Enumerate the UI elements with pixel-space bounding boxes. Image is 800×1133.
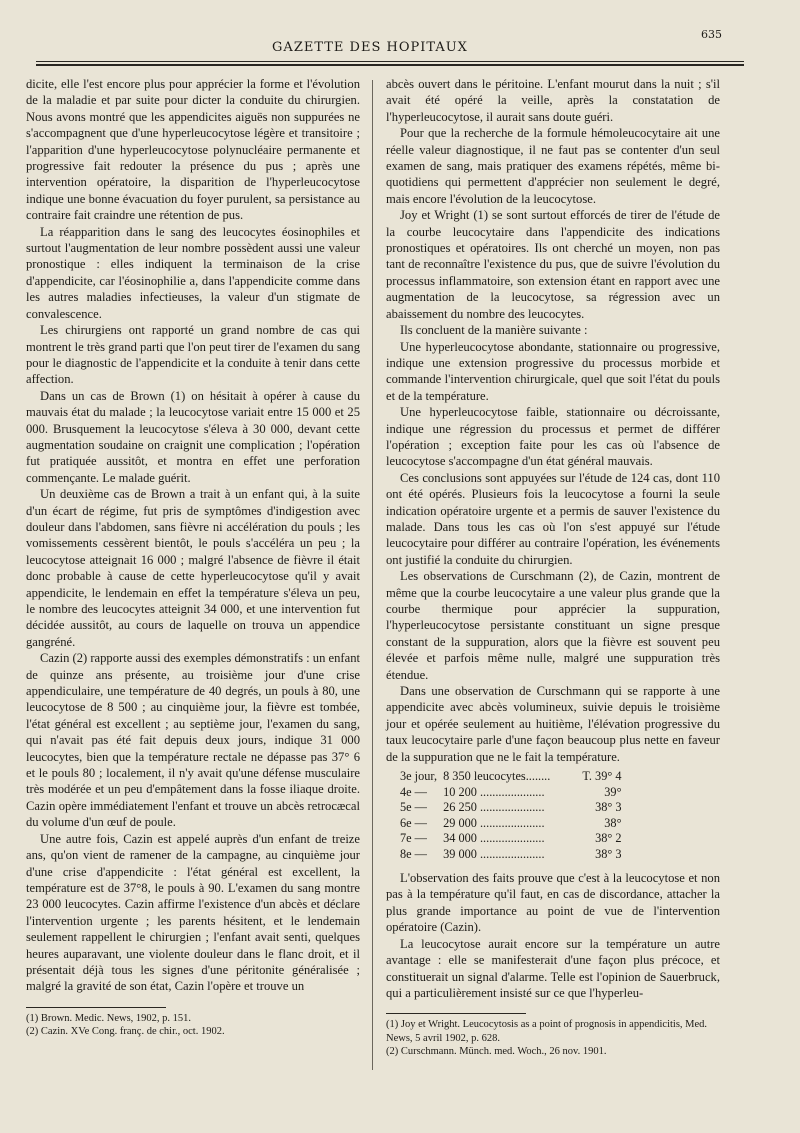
table-cell-temp: 38° 3 (595, 846, 622, 861)
footnote: (1) Brown. Medic. News, 1902, p. 151. (26, 1012, 192, 1024)
table-row (400, 769, 628, 785)
paragraph: Une autre fois, Cazin est appelé auprès d'un enfant de treize ans, qu'on vient de ramener de la campagne, au cinquième jour d'une crise d'appendicite : l'état général est excellent, la température est de 37°8, le pouls à 90. L'examen du sang montre 23 000 leucocytes. Cazin affirme l'existence d'un abcès et déclare l'intervention urgente ; les parents hésitent, et le lendemain seulement rappellent le chirurgien ; l'enfant avait senti, quelques heures auparavant, une violente douleur dans le flanc droit, et il présentait déjà tous les signes d'une péritonite généralisée ; malgré la gravité de son état, Cazin l'opère et trouve un (26, 831, 360, 994)
table-cell-day: 6e — (400, 815, 427, 830)
paragraph: Pour que la recherche de la formule hémoleucocytaire ait une réelle valeur diagnostique, il ne faut pas se contenter d'un seul examen de sang, mais pratiquer des examens répétés, même bi-quotidiens qui permettent d'apprécier non seulement le degré, mais encore l'évolution de la leucocytose. (386, 126, 720, 206)
table-cell-day: 5e — (400, 800, 427, 815)
table-row (400, 831, 628, 847)
table-row (400, 785, 628, 801)
right-column (386, 76, 720, 1059)
header-rule-thin (36, 61, 744, 62)
table-cell-day: 4e — (400, 784, 427, 799)
paragraph: Les observations de Curschmann (2), de Cazin, montrent de même que la courbe leucocytaire a une valeur plus grande que la courbe thermique pour apprécier la suppuration, l'hyperleucocytose persistante constituant un signe presque constant de la suppuration, alors que la fièvre est souvent peu élevée et parfois même nulle, malgré une suppuration très étendue. (386, 569, 720, 682)
footnote: (2) Curschmann. Münch. med. Woch., 26 nov. 1901. (386, 1046, 607, 1058)
table-cell-count: 34 000 ..................... (443, 831, 545, 846)
table-cell-day: 7e — (400, 831, 427, 846)
table-cell-day: 3e jour, (400, 769, 438, 784)
paragraph: Joy et Wright (1) se sont surtout efforcés de tirer de l'étude de la courbe leucocytaire dans l'appendicite des indications pronostiques et opératoires. Ils ont cherché un moyen, non pas tant de reconnaître l'existence du pus, que de suivre l'évolution du processus inflammatoire, son extension étant en rapport avec une augmentation de la leucocytose, sa régression avec un abaissement du nombre des leucocytes. (386, 208, 720, 321)
table-cell-temp: 39° (604, 784, 622, 799)
table-cell-count: 29 000 ..................... (443, 815, 545, 830)
table-cell-temp: T. 39° 4 (582, 769, 622, 784)
masthead-title: GAZETTE DES HOPITAUX (272, 40, 468, 55)
footnote: (2) Cazin. XVe Cong. franç. de chir., oct. 1902. (26, 1026, 225, 1038)
footnotes-right (386, 1018, 720, 1059)
paragraph: La réapparition dans le sang des leucocytes éosinophiles et surtout l'augmentation de leur nombre possèdent aussi une valeur pronostique : elles indiquent la terminaison de la crise d'appendicite, car l'éosinophilie a, dans l'appendicite comme dans les autres maladies infectieuses, la valeur d'un stigmate de convalescence. (26, 224, 360, 321)
page-number: 635 (701, 28, 722, 41)
paragraph: Un deuxième cas de Brown a trait à un enfant qui, à la suite d'un écart de régime, fut pris de symptômes d'indigestion avec douleur dans l'abdomen, sans fièvre ni accélération du pouls ; les vomissements cessèrent bientôt, le pouls s'accéléra un peu ; la leucocytose atteignait 16 000 ; malgré l'absence de fièvre il était donc probable à cause de cette hyperleucocytose qu'il y avait appendicite, le lendemain en effet la température s'éleva un peu, le nombre des leucocytes atteignit 34 000, et une intervention fut décidée aussitôt, au cours de laquelle on trouva un appendice gangréné. (26, 487, 360, 649)
footnote-rule (26, 1007, 166, 1008)
table-row (400, 800, 628, 816)
table-cell-temp: 38° (604, 815, 622, 830)
table-row (400, 847, 628, 863)
paragraph: Les chirurgiens ont rapporté un grand nombre de cas qui montrent le très grand parti que l'on peut tirer de l'examen du sang pour le diagnostic de l'appendicite et la conduite à tenir dans cette affection. (26, 323, 360, 387)
footnote: (1) Joy et Wright. Leucocytosis as a point of prognosis in appendicitis, Med. News, 5 avril 1902, p. 628. (386, 1019, 708, 1044)
table-cell-temp: 38° 2 (595, 831, 622, 846)
table-cell-day: 8e — (400, 846, 427, 861)
paragraph: Une hyperleucocytose faible, stationnaire ou décroissante, indique une régression du processus et permet de différer l'opération ; exception faite pour les cas où l'absence de leucocytose s'accompagne d'un état général mauvais. (386, 405, 720, 469)
paragraph: dicite, elle l'est encore plus pour apprécier la forme et l'évolution de la maladie et par suite pour dicter la conduite du chirurgien. Nous avons montré que les appendicites aiguës non suppurées ne s'accompagnent que d'une hyperleucocytose légère et transitoire ; l'apparition d'une hyperleucocytose polynucléaire permanente et progressive fait redouter la présence du pus ; après une intervention opératoire, la disparition de l'hyperleucocytose indique une bonne évacuation du foyer purulent, sa persistance au contraire fait craindre une rétention de pus. (26, 77, 360, 223)
paragraph: Ces conclusions sont appuyées sur l'étude de 124 cas, dont 110 ont été opérés. Plusieurs fois la leucocytose a fourni la seule indication opératoire urgente et a permis de sauver l'existence du malade. Dans tous les cas où l'on s'est appuyé sur l'étude leucocytaire pour différer au contraire l'opération, les événements ont justifié la conduite du chirurgien. (386, 470, 720, 567)
table-row (400, 816, 628, 832)
table-cell-count: 8 350 leucocytes........ (443, 769, 551, 784)
paragraph: Dans un cas de Brown (1) on hésitait à opérer à cause du mauvais état du malade ; la leucocytose variait entre 15 000 et 25 000. Brusquement la leucocytose s'éleva à 30 000, devant cette augmentation soudaine on craignit une complication ; l'opération fut pratiquée aussitôt, et montra en effet une perforation commençante. Le malade guérit. (26, 388, 360, 485)
table-cell-count: 39 000 ..................... (443, 846, 545, 861)
left-column (26, 76, 360, 1039)
table-cell-temp: 38° 3 (595, 800, 622, 815)
paragraph: L'observation des faits prouve que c'est à la leucocytose et non pas à la température qu'il faut, en cas de discordance, attacher la plus grande importance au point de vue de l'intervention opératoire (Cazin). (386, 871, 720, 935)
paragraph: Cazin (2) rapporte aussi des exemples démonstratifs : un enfant de quinze ans présente, au troisième jour d'une crise appendiculaire, une température de 40 degrés, un pouls à 80, une leucocytose de 8 500 ; au cinquième jour, la fièvre est tombée, l'état général est excellent ; au septième jour, l'examen du sang, qui n'avait pas été fait depuis deux jours, indique 31 000 leucocytes, bien que la température rectale ne dépasse pas 37° 6 et le pouls 80 ; localement, il n'y avait qu'une défense musculaire très modérée et un peu d'empâtement dans la fosse iliaque droite. Cazin opère immédiatement l'enfant et trouve un abcès retrocæcal du volume d'un œuf de poule. (26, 651, 360, 830)
paragraph: Dans une observation de Curschmann qui se rapporte à une appendicite avec abcès volumineux, suivie depuis le troisième jour et opérée seulement au huitième, l'élévation progressive du taux leucocytaire parle d'une façon beaucoup plus nette en faveur de la suppuration que ne le fait la température. (386, 684, 720, 764)
paragraph: La leucocytose aurait encore sur la température un autre avantage : elle se manifesterait d'une façon plus précoce, et constituerait un signal d'alarme. Telle est l'opinion de Sauerbruck, qui a particulièrement insisté sur ce que l'hyperleu- (386, 936, 720, 1000)
paragraph: Une hyperleucocytose abondante, stationnaire ou progressive, indique une extension progressive du processus morbide et commande l'intervention chirurgicale, quel que soit l'état du pouls et de la température. (386, 339, 720, 403)
table-cell-count: 10 200 ..................... (443, 784, 545, 799)
paragraph: abcès ouvert dans le péritoine. L'enfant mourut dans la nuit ; s'il avait été opéré la veille, après la constatation de l'hyperleucocytose, il aurait sans doute guéri. (386, 77, 720, 124)
footnote-rule (386, 1013, 526, 1014)
leucocyte-table (400, 769, 628, 862)
table-cell-count: 26 250 ..................... (443, 800, 545, 815)
paragraph: Ils concluent de la manière suivante : (400, 323, 588, 338)
footnotes-left (26, 1012, 360, 1039)
header-rule-thick (36, 64, 744, 66)
column-divider (372, 80, 373, 1070)
